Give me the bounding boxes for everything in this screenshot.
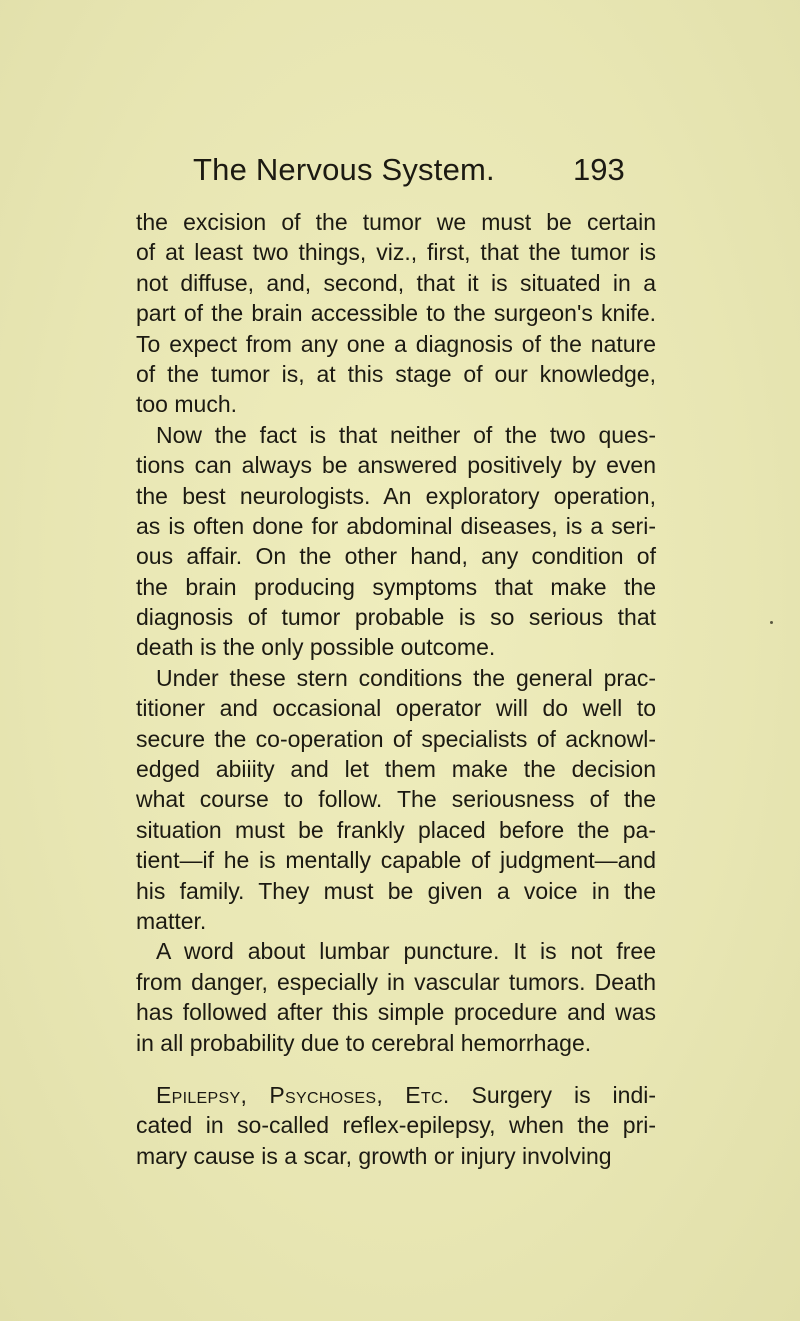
text-line: Under these stern conditions the general prac- bbox=[156, 664, 656, 691]
paragraph bbox=[136, 936, 656, 1058]
text-line: in all probability due to cerebral hemorrhage. bbox=[136, 1029, 592, 1056]
text-line: mary cause is a scar, growth or injury involving bbox=[136, 1142, 612, 1169]
text-line: To expect from any one a diagnosis of the nature bbox=[136, 330, 656, 357]
text-line: ous affair. On the other hand, any condition of bbox=[136, 543, 656, 570]
text-line: too much. bbox=[136, 391, 237, 418]
text-line: Now the fact is that neither of the two ques- bbox=[156, 421, 656, 448]
page-number: 193 bbox=[573, 152, 625, 187]
text-line: of at least two things, viz., first, that the tumor is bbox=[136, 239, 656, 266]
text-line: the brain producing symptoms that make the bbox=[136, 573, 656, 600]
text-line: not diffuse, and, second, that it is situated in a bbox=[136, 269, 656, 296]
text-line: of the tumor is, at this stage of our knowledge, bbox=[136, 360, 656, 387]
section-heading: Epilepsy, Psychoses, Etc. bbox=[156, 1081, 450, 1108]
text-line: has followed after this simple procedure and was bbox=[136, 999, 656, 1026]
text-line: titioner and occasional operator will do well to bbox=[136, 695, 656, 722]
text-line: as is often done for abdominal diseases, is a seri- bbox=[136, 512, 656, 539]
text-line: cated in so-called reflex-epilepsy, when the pri- bbox=[136, 1112, 656, 1139]
text-line: secure the co-operation of specialists of acknowl- bbox=[136, 725, 656, 752]
paragraph bbox=[136, 420, 656, 663]
text-line: edged abiiity and let them make the decision bbox=[136, 756, 656, 783]
text-line: what course to follow. The seriousness of the bbox=[136, 786, 656, 813]
text-line: part of the brain accessible to the surgeon's knife. bbox=[136, 300, 656, 327]
text-line: A word about lumbar puncture. It is not free bbox=[156, 938, 656, 965]
text-line: tions can always be answered positively by even bbox=[136, 452, 656, 479]
section-paragraph bbox=[136, 1080, 656, 1171]
text-line: his family. They must be given a voice in the bbox=[136, 877, 656, 904]
body-text bbox=[136, 207, 656, 1171]
paragraph bbox=[136, 207, 656, 420]
text-line: situation must be frankly placed before the pa- bbox=[136, 816, 656, 843]
section-gap bbox=[136, 1058, 656, 1080]
text-line: tient—if he is mentally capable of judgment—and bbox=[136, 847, 656, 874]
section-first-line bbox=[136, 1080, 656, 1110]
paragraph bbox=[136, 663, 656, 937]
margin-speck bbox=[770, 621, 773, 624]
text-line: diagnosis of tumor probable is so serious that bbox=[136, 604, 656, 631]
text-line: death is the only possible outcome. bbox=[136, 634, 496, 661]
section-first-line-text: Surgery is indi- bbox=[471, 1081, 657, 1108]
text-line: from danger, especially in vascular tumors. Death bbox=[136, 968, 656, 995]
text-line: matter. bbox=[136, 907, 207, 934]
text-line: the excision of the tumor we must be certain bbox=[136, 209, 656, 235]
running-title: The Nervous System. bbox=[193, 152, 495, 187]
text-line: the best neurologists. An exploratory operation, bbox=[136, 482, 656, 509]
running-head bbox=[0, 150, 800, 190]
